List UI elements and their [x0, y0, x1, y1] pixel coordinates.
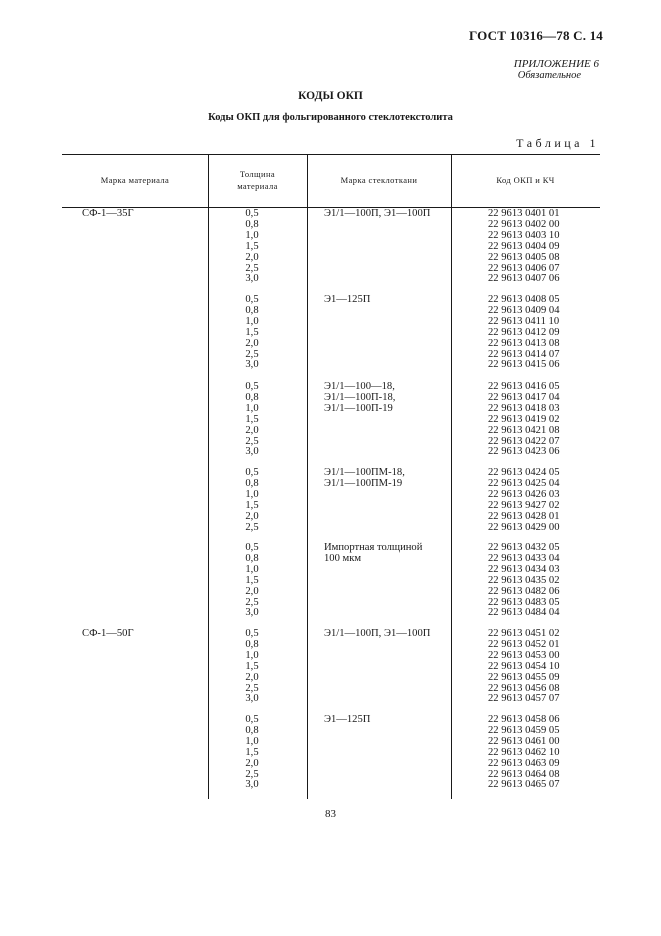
okp-code-value: 22 9613 9427 02 [488, 499, 560, 511]
thickness-value: 1,0 [245, 563, 259, 575]
glass-fabric-cell: Э1—125П [324, 294, 371, 305]
page-subtitle: Коды ОКП для фольгированного стеклотекстолита [208, 112, 453, 123]
thickness-value: 1,5 [245, 746, 259, 758]
okp-code-value: 22 9613 0423 06 [488, 446, 560, 458]
thickness-value: 0,8 [245, 218, 259, 230]
glass-fabric-cell: Э1/1—100—18, Э1/1—100П-18, Э1/1—100П-19 [324, 381, 396, 414]
okp-code-value: 22 9613 0415 06 [488, 359, 560, 371]
material-cell: СФ-1—35Г [82, 208, 134, 219]
glass-fabric-cell: Э1—125П [324, 714, 371, 725]
okp-code-value: 22 9613 0408 05 [488, 294, 560, 305]
thickness-value: 2,5 [245, 596, 259, 608]
thickness-value: 0,5 [245, 208, 259, 219]
code-cell [488, 543, 560, 619]
thickness-value: 1,5 [245, 499, 259, 511]
okp-code-value: 22 9613 0454 10 [488, 660, 560, 672]
okp-code-value: 22 9613 0464 08 [488, 768, 560, 780]
thickness-value: 3,0 [245, 693, 259, 705]
okp-code-value: 22 9613 0419 02 [488, 413, 560, 425]
glass-fabric-cell: Импортная толщиной 100 мкм [324, 542, 423, 564]
glass-fabric-cell: Э1/1—100П, Э1—100П [324, 628, 431, 639]
code-cell [488, 468, 560, 533]
okp-code-value: 22 9613 0425 04 [488, 477, 560, 489]
okp-code-value: 22 9613 0428 01 [488, 510, 560, 522]
column-header-glass: Марка стеклоткани [340, 174, 418, 185]
okp-code-value: 22 9613 0452 01 [488, 638, 560, 650]
thickness-value: 2,0 [245, 251, 259, 263]
okp-code-value: 22 9613 0424 05 [488, 467, 560, 478]
code-cell [488, 382, 560, 458]
thickness-value: 0,8 [245, 638, 259, 650]
thickness-value: 0,8 [245, 477, 259, 489]
thickness-value: 3,0 [245, 607, 259, 619]
thickness-cell [232, 209, 272, 285]
okp-code-value: 22 9613 0434 03 [488, 563, 560, 575]
okp-code-value: 22 9613 0411 10 [488, 315, 560, 327]
okp-code-value: 22 9613 0461 00 [488, 735, 560, 747]
okp-code-value: 22 9613 0418 03 [488, 402, 560, 414]
okp-code-value: 22 9613 0412 09 [488, 326, 560, 338]
thickness-value: 2,5 [245, 521, 259, 533]
okp-code-value: 22 9613 0402 00 [488, 218, 560, 230]
table-label: Таблица 1 [516, 136, 599, 150]
thickness-value: 0,8 [245, 304, 259, 316]
appendix-label: ПРИЛОЖЕНИЕ 6 [513, 58, 599, 70]
okp-code-value: 22 9613 0482 06 [488, 585, 560, 597]
glass-fabric-cell: Э1/1—100ПМ-18, Э1/1—100ПМ-19 [324, 467, 405, 489]
okp-codes-table [62, 154, 600, 799]
thickness-value: 1,5 [245, 326, 259, 338]
column-header-code: Код ОКП и КЧ [496, 174, 555, 185]
okp-code-value: 22 9613 0417 04 [488, 391, 560, 403]
okp-code-value: 22 9613 0451 02 [488, 628, 560, 639]
thickness-value: 1,5 [245, 413, 259, 425]
thickness-value: 0,8 [245, 724, 259, 736]
thickness-value: 0,8 [245, 391, 259, 403]
code-cell [488, 209, 560, 285]
thickness-cell [232, 468, 272, 533]
thickness-value: 1,0 [245, 649, 259, 661]
thickness-value: 3,0 [245, 779, 259, 791]
okp-code-value: 22 9613 0421 08 [488, 424, 560, 436]
okp-code-value: 22 9613 0463 09 [488, 757, 560, 769]
column-header-thickness-text: Толщина материала [237, 169, 278, 191]
thickness-value: 2,5 [245, 435, 259, 447]
column-divider [208, 154, 209, 799]
okp-code-value: 22 9613 0483 05 [488, 596, 560, 608]
okp-code-value: 22 9613 0422 07 [488, 435, 560, 447]
column-header-thickness [208, 154, 307, 207]
thickness-value: 0,5 [245, 294, 259, 305]
thickness-value: 2,5 [245, 768, 259, 780]
code-cell [488, 629, 560, 705]
thickness-value: 2,0 [245, 424, 259, 436]
thickness-value: 0,8 [245, 552, 259, 564]
page-title: КОДЫ ОКП [298, 90, 363, 102]
thickness-cell [232, 715, 272, 791]
okp-code-value: 22 9613 0429 00 [488, 521, 560, 533]
thickness-value: 1,0 [245, 315, 259, 327]
thickness-cell [232, 295, 272, 371]
okp-code-value: 22 9613 0456 08 [488, 682, 560, 694]
thickness-value: 1,5 [245, 660, 259, 672]
thickness-value: 0,5 [245, 714, 259, 725]
thickness-value: 0,5 [245, 542, 259, 553]
okp-code-value: 22 9613 0457 07 [488, 693, 560, 705]
okp-code-value: 22 9613 0413 08 [488, 337, 560, 349]
material-cell: СФ-1—50Г [82, 628, 134, 639]
thickness-cell [232, 543, 272, 619]
thickness-value: 2,0 [245, 671, 259, 683]
thickness-value: 1,5 [245, 574, 259, 586]
thickness-cell [232, 382, 272, 458]
code-cell [488, 715, 560, 791]
thickness-value: 2,0 [245, 510, 259, 522]
page-number: 83 [325, 808, 336, 820]
column-divider [307, 154, 308, 799]
okp-code-value: 22 9613 0406 07 [488, 262, 560, 274]
thickness-value: 2,0 [245, 757, 259, 769]
okp-code-value: 22 9613 0416 05 [488, 381, 560, 392]
thickness-value: 3,0 [245, 273, 259, 285]
okp-code-value: 22 9613 0465 07 [488, 779, 560, 791]
document-header: ГОСТ 10316—78 С. 14 [469, 28, 603, 43]
okp-code-value: 22 9613 0435 02 [488, 574, 560, 586]
okp-code-value: 22 9613 0404 09 [488, 240, 560, 252]
okp-code-value: 22 9613 0401 01 [488, 208, 560, 219]
okp-code-value: 22 9613 0462 10 [488, 746, 560, 758]
okp-code-value: 22 9613 0433 04 [488, 552, 560, 564]
thickness-value: 3,0 [245, 359, 259, 371]
okp-code-value: 22 9613 0405 08 [488, 251, 560, 263]
thickness-value: 2,5 [245, 348, 259, 360]
thickness-value: 0,5 [245, 628, 259, 639]
appendix-note [514, 58, 599, 81]
okp-code-value: 22 9613 0409 04 [488, 304, 560, 316]
okp-code-value: 22 9613 0459 05 [488, 724, 560, 736]
okp-code-value: 22 9613 0455 09 [488, 671, 560, 683]
okp-code-value: 22 9613 0426 03 [488, 488, 560, 500]
okp-code-value: 22 9613 0453 00 [488, 649, 560, 661]
thickness-value: 3,0 [245, 446, 259, 458]
glass-fabric-cell: Э1/1—100П, Э1—100П [324, 208, 431, 219]
thickness-value: 1,0 [245, 402, 259, 414]
thickness-value: 2,5 [245, 262, 259, 274]
thickness-value: 0,5 [245, 381, 259, 392]
okp-code-value: 22 9613 0458 06 [488, 714, 560, 725]
thickness-value: 2,5 [245, 682, 259, 694]
thickness-value: 1,5 [245, 240, 259, 252]
thickness-value: 2,0 [245, 585, 259, 597]
appendix-status: Обязательное [517, 70, 582, 81]
column-header-material: Марка материала [100, 174, 170, 185]
okp-code-value: 22 9613 0414 07 [488, 348, 560, 360]
code-cell [488, 295, 560, 371]
okp-code-value: 22 9613 0484 04 [488, 607, 560, 619]
okp-code-value: 22 9613 0407 06 [488, 273, 560, 285]
okp-code-value: 22 9613 0403 10 [488, 229, 560, 241]
thickness-value: 0,5 [245, 467, 259, 478]
thickness-value: 1,0 [245, 488, 259, 500]
thickness-value: 2,0 [245, 337, 259, 349]
thickness-value: 1,0 [245, 229, 259, 241]
thickness-value: 1,0 [245, 735, 259, 747]
okp-code-value: 22 9613 0432 05 [488, 542, 560, 553]
thickness-cell [232, 629, 272, 705]
